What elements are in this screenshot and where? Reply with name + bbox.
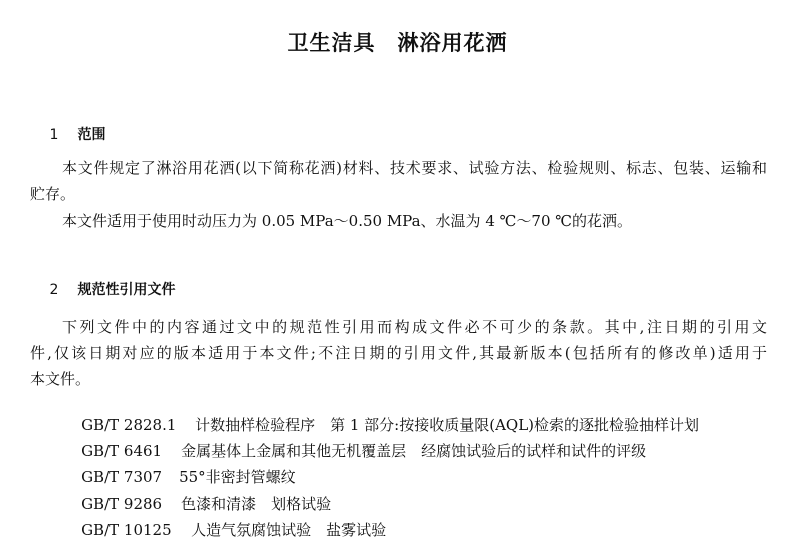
document-title: 卫生洁具 淋浴用花洒 bbox=[287, 31, 508, 55]
reference-code: GB/T 6461 bbox=[81, 442, 163, 460]
references-paragraph-line-2: 件,仅该日期对应的版本适用于本文件;不注日期的引用文件,其最新版本(包括所有的修改单)适用于 bbox=[30, 344, 767, 362]
reference-code: GB/T 7307 bbox=[81, 468, 163, 486]
scope-paragraph-2: 本文件适用于使用时动压力为 0.05 MPa～0.50 MPa、水温为 4 ℃～70 ℃的花洒。 bbox=[62, 212, 633, 230]
reference-title: 人造气氛腐蚀试验 盐雾试验 bbox=[191, 521, 387, 539]
reference-title: 色漆和清漆 划格试验 bbox=[181, 495, 332, 513]
reference-code: GB/T 2828.1 bbox=[81, 416, 177, 434]
section-number: 2 bbox=[49, 282, 59, 298]
reference-code: GB/T 10125 bbox=[81, 521, 172, 539]
section-title: 范围 bbox=[77, 127, 106, 143]
reference-item bbox=[62, 501, 386, 558]
references-paragraph-line-3: 本文件。 bbox=[30, 370, 91, 388]
scope-paragraph-line-1: 本文件规定了淋浴用花洒(以下简称花洒)材料、技术要求、试验方法、检验规则、标志、包装、运输和 bbox=[62, 159, 767, 177]
section-title: 规范性引用文件 bbox=[77, 282, 176, 298]
reference-title: 计数抽样检验程序 第 1 部分:按接收质量限(AQL)检索的逐批检验抽样计划 bbox=[195, 416, 700, 434]
references-paragraph-line-1: 下列文件中的内容通过文中的规范性引用而构成文件必不可少的条款。其中,注日期的引用文 bbox=[62, 318, 767, 336]
reference-title: 55°非密封管螺纹 bbox=[179, 468, 296, 486]
section-number: 1 bbox=[49, 127, 59, 143]
section-heading-scope bbox=[30, 108, 106, 160]
reference-title: 金属基体上金属和其他无机覆盖层 经腐蚀试验后的试样和试件的评级 bbox=[181, 442, 647, 460]
reference-code: GB/T 9286 bbox=[81, 495, 163, 513]
scope-paragraph-line-2: 贮存。 bbox=[30, 185, 76, 203]
section-heading-normative-references bbox=[30, 263, 176, 315]
